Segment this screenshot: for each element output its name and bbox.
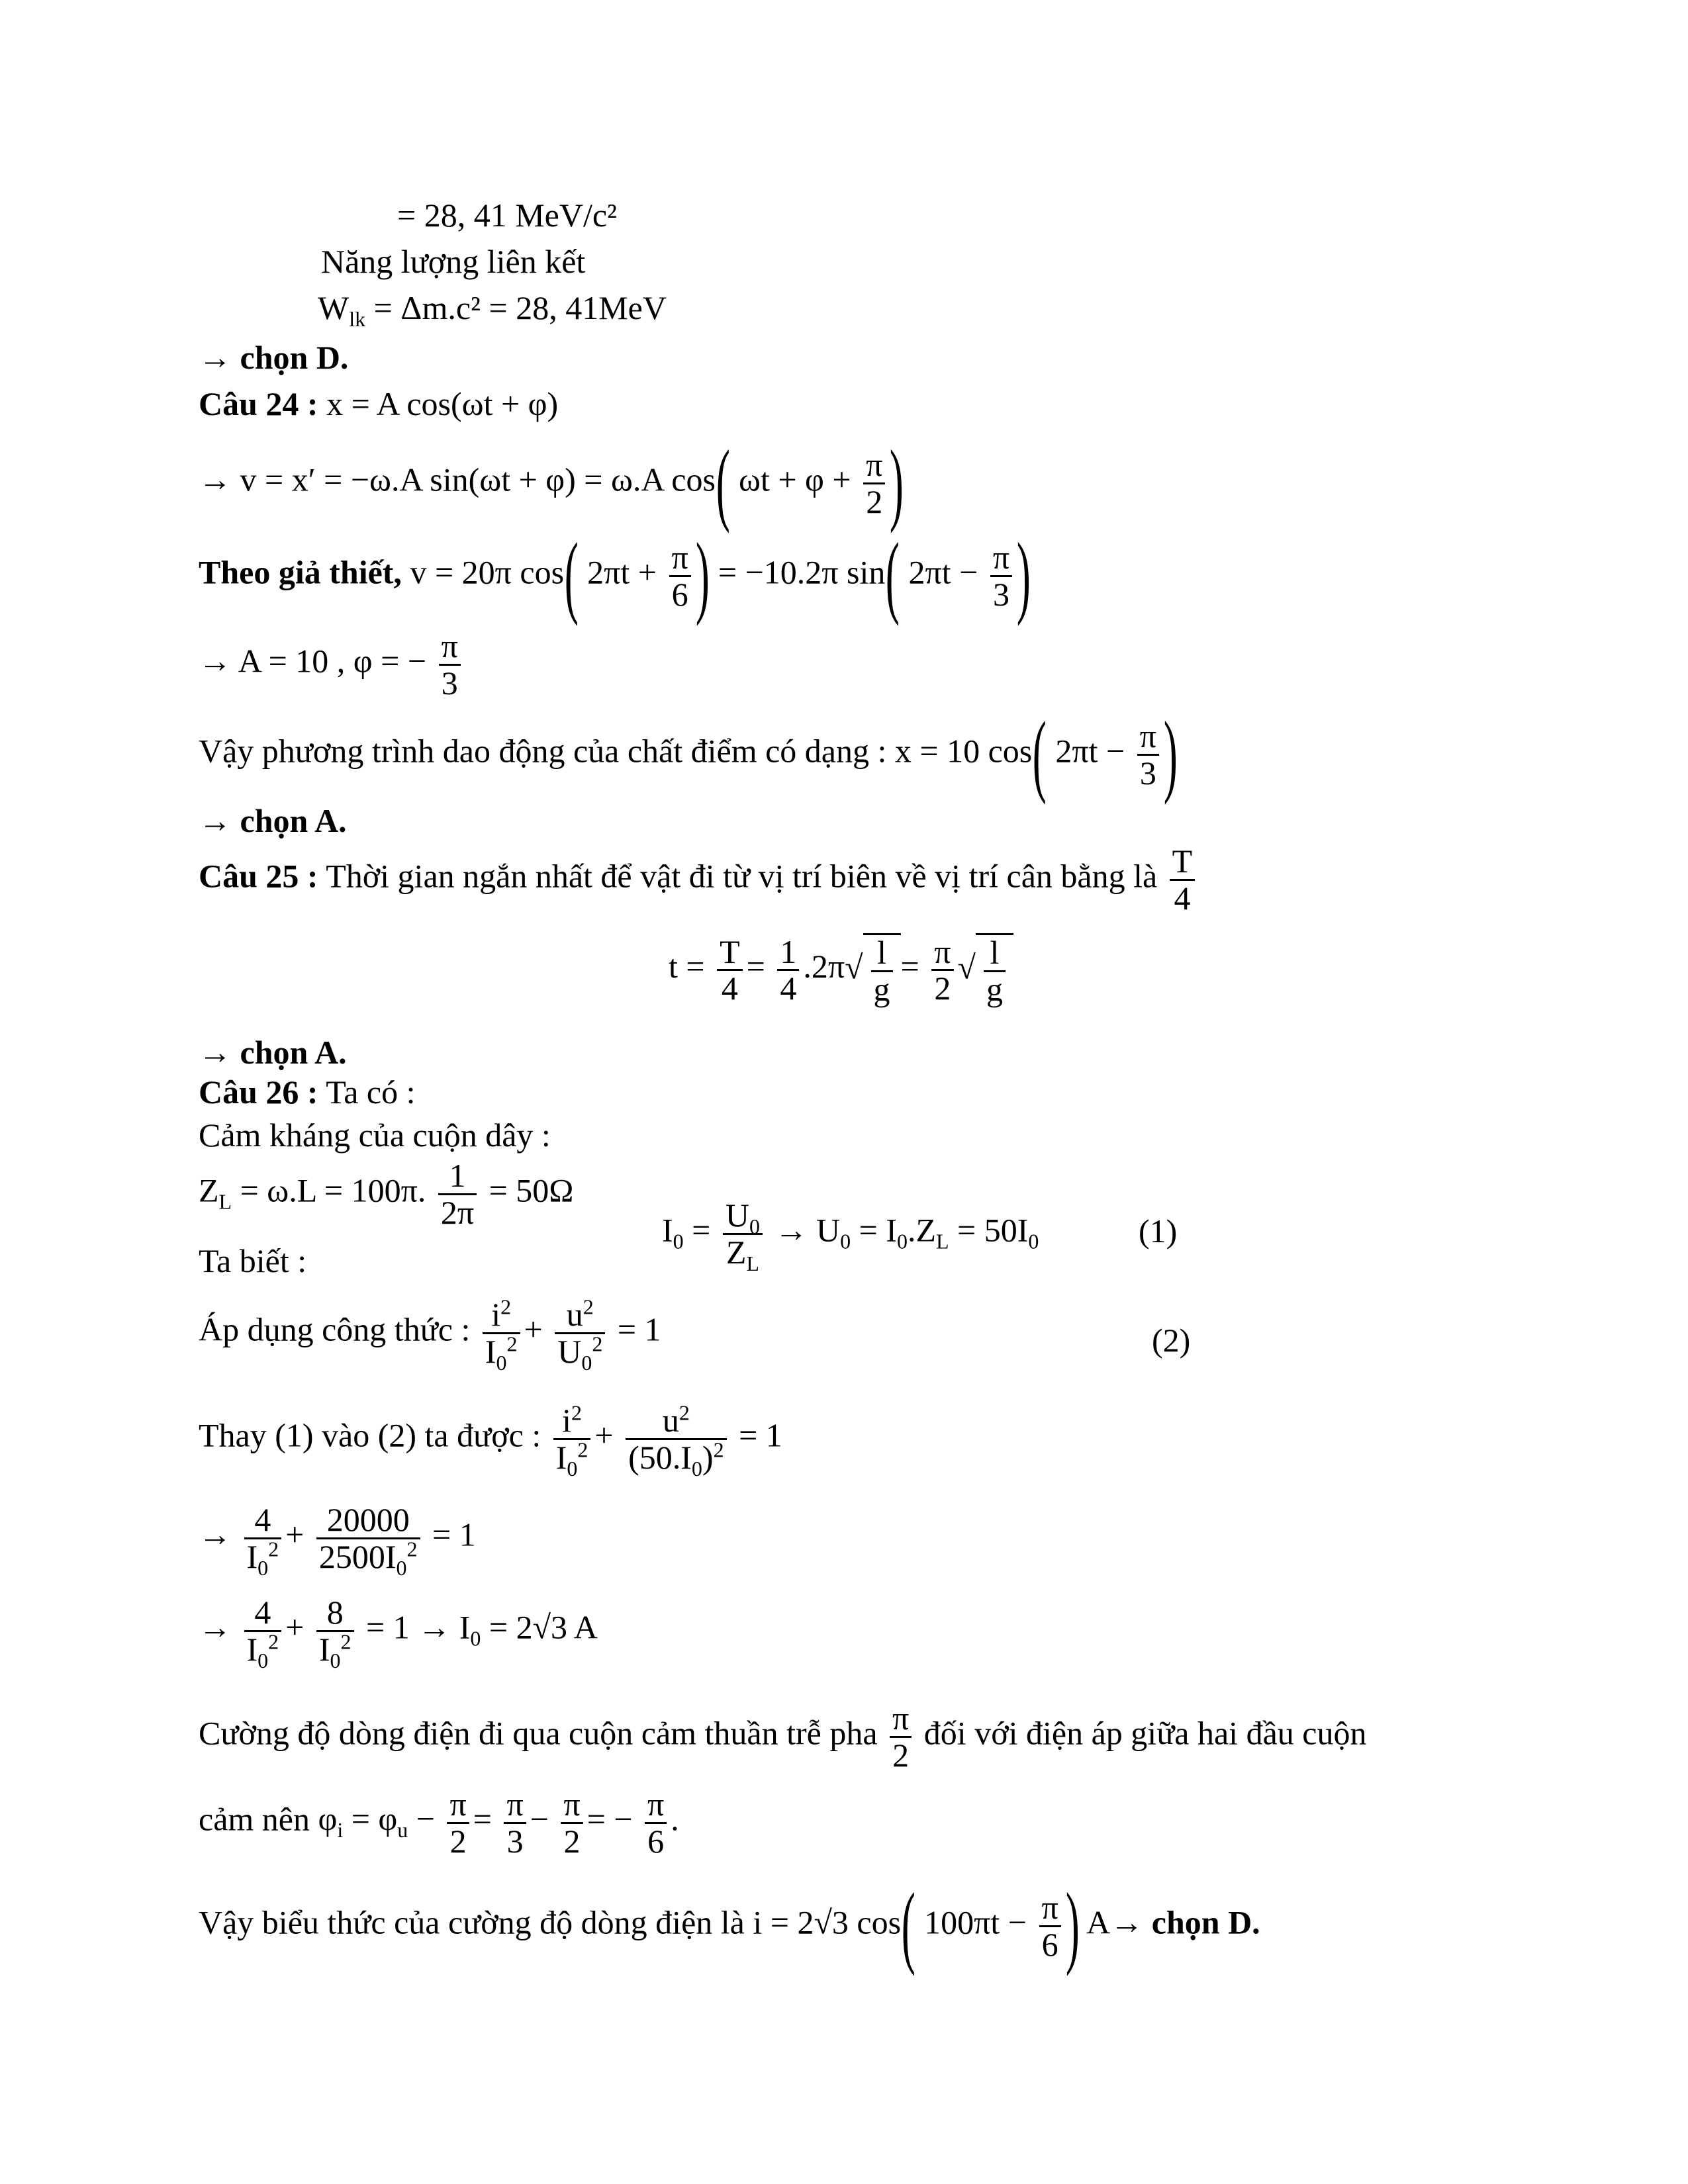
binding-energy-formula: $W_{lk} = \Delta m.c^2 = 28$, 41MeV — [318, 289, 667, 331]
arrow-right-icon: → — [199, 802, 232, 839]
question-26-header: Câu 26 : Ta có : — [199, 1073, 416, 1111]
arrow-right-icon: → — [199, 339, 232, 376]
ohm-relation: $I_0$ = $\frac{U_0}{Z_L}$ → $U_0 = I_0.Z_L = 50I_0$ — [662, 1197, 1039, 1275]
inductive-reactance-label: Cảm kháng của cuộn dây : — [199, 1116, 551, 1154]
answer-choice-23: → chọn D. — [199, 339, 349, 376]
answer-choice-25: → chọn A. — [199, 1034, 347, 1071]
q24-conclusion: Vậy phương trình dao động của chất điểm có dạng : x = 10 cos( 2πt − $\frac{\pi}{3}$ ) — [199, 703, 1178, 805]
fraction: $\frac{\pi}{2}$ — [863, 447, 885, 519]
q24-velocity-derivation: → v = x′ = −ω.A sin(ωt + φ) = ω.A cos( ωt + φ + $\frac{\pi}{2}$ ) — [199, 432, 904, 534]
final-expression: Vậy biểu thức của cường độ dòng điện là i = 2√3 cos( 100πt − $\frac{\pi}{6}$ ) A→ chọn D. — [199, 1874, 1260, 1977]
apply-formula: Áp dụng công thức : $\frac{i^2}{I_0^2}$ + $\frac{u^2}{U_0^2}$ = 1 — [199, 1295, 661, 1375]
arrow-right-icon: → — [199, 1034, 232, 1071]
phase-relation: cảm nên $\varphi_i = \varphi_u$ − $\frac{\pi}{2}$ = $\frac{\pi}{3}$ − $\frac{\pi}{2}$ = − $\frac{\pi}{6}$ . — [199, 1786, 679, 1860]
binding-energy-label: Năng lượng liên kết — [321, 243, 586, 280]
answer-choice-24: → chọn A. — [199, 802, 347, 839]
inductive-reactance-formula: $Z_L = \omega.L = 100\pi$. $\frac{1}{2\pi}$ = 50Ω — [199, 1157, 574, 1231]
step-2: → $\frac{4}{I_0^2}$ + $\frac{8}{I_0^2}$ = $1 \to I_0 = 2√3$ A — [199, 1594, 598, 1672]
arrow-right-icon: → — [199, 461, 232, 498]
substitution: Thay (1) vào (2) ta được : $\frac{i^2}{I_0^2}$ + $\frac{u^2}{(50.I_0)^2}$ = 1 — [199, 1400, 782, 1480]
question-24-header: Câu 24 : x = A cos(ωt + φ) — [199, 385, 559, 422]
q24-given: Theo giả thiết, v = 20π cos( 2πt + $\frac{\pi}{6}$ ) = −10.2π sin( 2πt − $\frac{\pi}{3}$ ) — [199, 524, 1031, 627]
question-25-header: Câu 25 : Thời gian ngắn nhất để vật đi từ vị trí biên về vị trí cân bằng là $\frac{T}{4}$ — [199, 844, 1199, 915]
ta-biet-label: Ta biết : — [199, 1242, 307, 1279]
q25-formula: t = $\frac{T}{4}$ = $\frac{1}{4}$ .2π√ $\frac{l}{g}$ = $\frac{\pi}{2}$ √ $\frac{l}{g}$ — [669, 933, 1013, 1007]
phase-lag-text: Cường độ dòng điện đi qua cuộn cảm thuần trễ pha $\frac{\pi}{2}$ đối với điện áp giữa hai đầu cuộn — [199, 1700, 1367, 1774]
step-1: → $\frac{4}{I_0^2}$ + $\frac{20000}{2500I_0^2}$ = 1 — [199, 1501, 476, 1580]
arrow-right-icon: → — [1110, 1903, 1144, 1941]
equation-number-1: (1) — [1139, 1212, 1178, 1250]
binding-mass-result: = 28, 41 MeV/c² — [397, 197, 618, 234]
q24-result: → A = 10 , φ = − $\frac{\pi}{3}$ — [199, 629, 465, 700]
equation-number-2: (2) — [1152, 1322, 1191, 1359]
